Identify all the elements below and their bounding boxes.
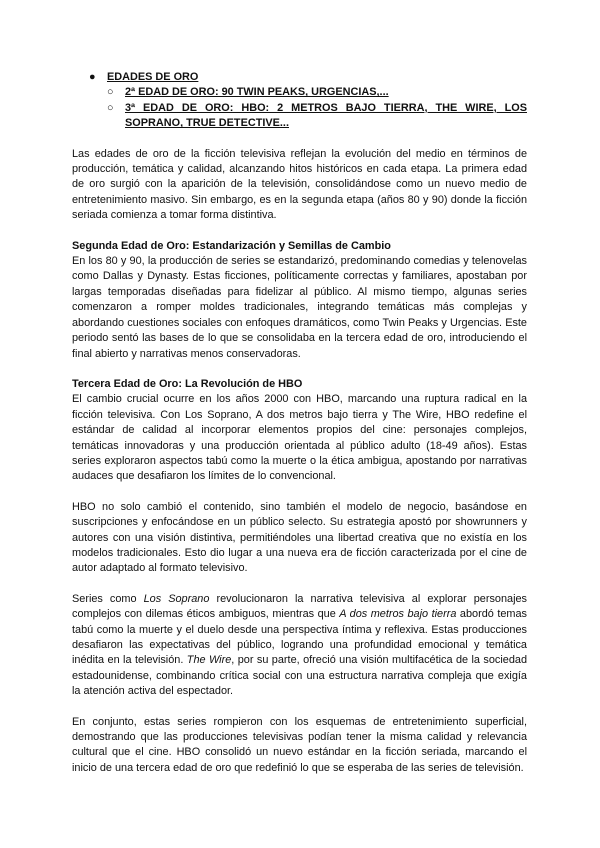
section3-paragraph-4: En conjunto, estas series rompieron con los esquemas de entretenimiento superficial, demostrando que las producciones televisivas podían tener la misma calidad y relevancia cultural que el cine. HBO consolidó un nuevo estándar en la ficción seriada, marcando el inicio de una tercera edad de oro que redefinió lo que se esperaba de las series de televisión. (72, 715, 527, 774)
outline-subitem (72, 85, 527, 100)
outline-subitem-label: 2ª EDAD DE ORO: 90 TWIN PEAKS, URGENCIAS,... (125, 86, 389, 99)
italic-title: A dos metros bajo tierra (339, 608, 457, 621)
outline-sublist (72, 85, 527, 131)
text-run: , por su parte, ofreció una visión multifacética de la sociedad estadounidense, combinando crítica social con una estructura narrativa compleja que exigía la atención activa del espectador. (72, 654, 527, 698)
outline-main-label: EDADES DE ORO (107, 71, 199, 83)
outline-item-edades (72, 70, 527, 85)
section2-paragraph: En los 80 y 90, la producción de series se estandarizó, predominando comedias y telenovelas como Dallas y Dynasty. Estas ficciones, políticamente correctas y familiares, apostaban por largas temporadas diseñadas para fidelizar al público. Al mismo tiempo, algunas series comenzaron a romper moldes tradicionales, integrando temáticas más complejas y abordando cuestiones sociales con enfoques dramáticos, como Twin Peaks y Urgencias. Este periodo sentó las bases de lo que se consolidaba en la tercera edad de oro, introduciendo el final abierto y narrativas menos conservadoras. (72, 255, 527, 360)
section3-paragraph-2: HBO no solo cambió el contenido, sino también el modelo de negocio, basándose en suscripciones y enfocándose en un público selecto. Su estrategia apostó por showrunners y autores con una visión distintiva, permitiéndoles una libertad creativa que no existía en los modelos tradicionales. Esto dio lugar a una nueva era de ficción caracterizada por el cine de autor adaptado al formato televisivo. (72, 500, 527, 575)
text-run: revolucionaron la narrativa televisiva al explorar personajes complejos con dilemas éticos ambiguos, mientras que (72, 592, 527, 621)
italic-title: The Wire (186, 654, 232, 667)
text-run: Series como (72, 592, 144, 605)
bullet-circle-icon: ○ (107, 101, 114, 114)
document-page (72, 70, 527, 776)
outline-subitem (72, 101, 527, 132)
section3-paragraph-3 (72, 592, 527, 700)
intro-paragraph: Las edades de oro de la ficción televisiva reflejan la evolución del medio en términos de producción, temática y calidad, alcanzando hitos históricos en cada etapa. La primera edad de oro surgió con la aparición de la televisión, consolidándose como un nuevo medio de entretenimiento masivo. Sin embargo, es en la segunda etapa (años 80 y 90) donde la ficción seriada comienza a tomar forma distintiva. (72, 147, 527, 222)
text-run: abordó temas tabú como la muerte y el duelo desde una perspectiva íntima y reflexiva. Estas producciones desafiaron las expectativas del público, logrando una profundidad emocional y temática inédita en la televisión. (72, 608, 527, 667)
bullet-disc-icon: ● (89, 71, 96, 83)
italic-title: Los Soprano (143, 592, 210, 605)
outline-subitem-label: 3ª EDAD DE ORO: HBO: 2 METROS BAJO TIERRA, THE WIRE, LOS SOPRANO, TRUE DETECTIVE... (125, 101, 527, 130)
section-heading-segunda: Segunda Edad de Oro: Estandarización y Semillas de Cambio (72, 239, 391, 252)
section3-paragraph-1: El cambio crucial ocurre en los años 2000 con HBO, marcando una ruptura radical en la ficción televisiva. Con Los Soprano, A dos metros bajo tierra y The Wire, HBO redefine el estándar de calidad al incorporar elementos propios del cine: personajes complejos, temáticas innovadoras y una producción orientada al público adulto (18-49 años). Estas series exploraron aspectos tabú como la muerte o la ética ambigua, apostando por narrativas audaces que desafiaron los límites de lo convencional. (72, 393, 527, 483)
bullet-circle-icon: ○ (107, 86, 114, 99)
outline-list (72, 70, 527, 132)
section-heading-tercera: Tercera Edad de Oro: La Revolución de HBO (72, 377, 303, 390)
